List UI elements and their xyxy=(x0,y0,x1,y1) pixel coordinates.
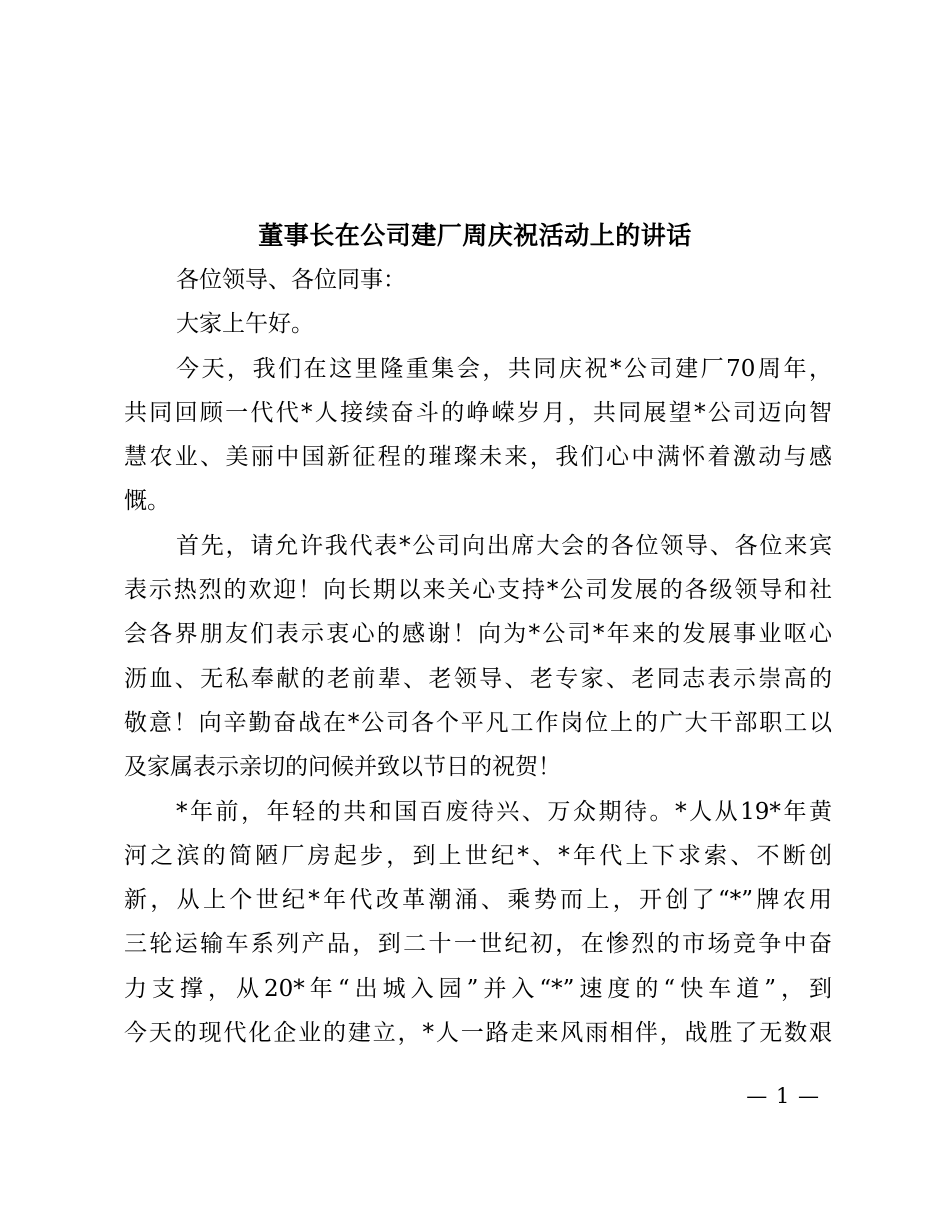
page-number: — 1 — xyxy=(746,1084,820,1108)
text-line: 表示热烈的欢迎！向长期以来关心支持*公司发展的各级领导和社 xyxy=(124,577,832,604)
text-line: 慨。 xyxy=(124,488,170,515)
text-line: 新，从上个世纪*年代改革潮涌、乘势而上，开创了“*”牌农用 xyxy=(124,887,832,914)
text-line: 沥血、无私奉献的老前辈、老领导、老专家、老同志表示崇高的 xyxy=(124,665,832,692)
text-line: 今天，我们在这里隆重集会，共同庆祝*公司建厂70周年， xyxy=(176,355,832,382)
text-line: 今天的现代化企业的建立，*人一路走来风雨相伴，战胜了无数艰 xyxy=(124,1020,832,1047)
text-line: 力支撑，从20*年“出城入园”并入“*”速度的“快车道”，到 xyxy=(124,975,832,1002)
page-title: 董事长在公司建厂周庆祝活动上的讲话 xyxy=(258,221,692,250)
text-line: 大家上午好。 xyxy=(176,311,314,338)
text-line: 三轮运输车系列产品，到二十一世纪初，在惨烈的市场竞争中奋 xyxy=(124,931,832,958)
text-line: 各位领导、各位同事： xyxy=(176,267,406,293)
text-line: 河之滨的简陋厂房起步，到上世纪*、*年代上下求索、不断创 xyxy=(124,842,832,869)
text-line: 共同回顾一代代*人接续奋斗的峥嵘岁月，共同展望*公司迈向智 xyxy=(124,399,832,426)
text-line: 慧农业、美丽中国新征程的璀璨未来，我们心中满怀着激动与感 xyxy=(124,444,832,471)
text-line: *年前，年轻的共和国百废待兴、万众期待。*人从19*年黄 xyxy=(176,798,832,825)
text-line: 首先，请允许我代表*公司向出席大会的各位领导、各位来宾 xyxy=(176,532,832,559)
text-line: 敬意！向辛勤奋战在*公司各个平凡工作岗位上的广大干部职工以 xyxy=(124,709,832,736)
text-line: 会各界朋友们表示衷心的感谢！向为*公司*年来的发展事业呕心 xyxy=(124,621,832,648)
speech-body xyxy=(124,258,832,1055)
text-line: 及家属表示亲切的问候并致以节日的祝贺！ xyxy=(124,754,561,781)
